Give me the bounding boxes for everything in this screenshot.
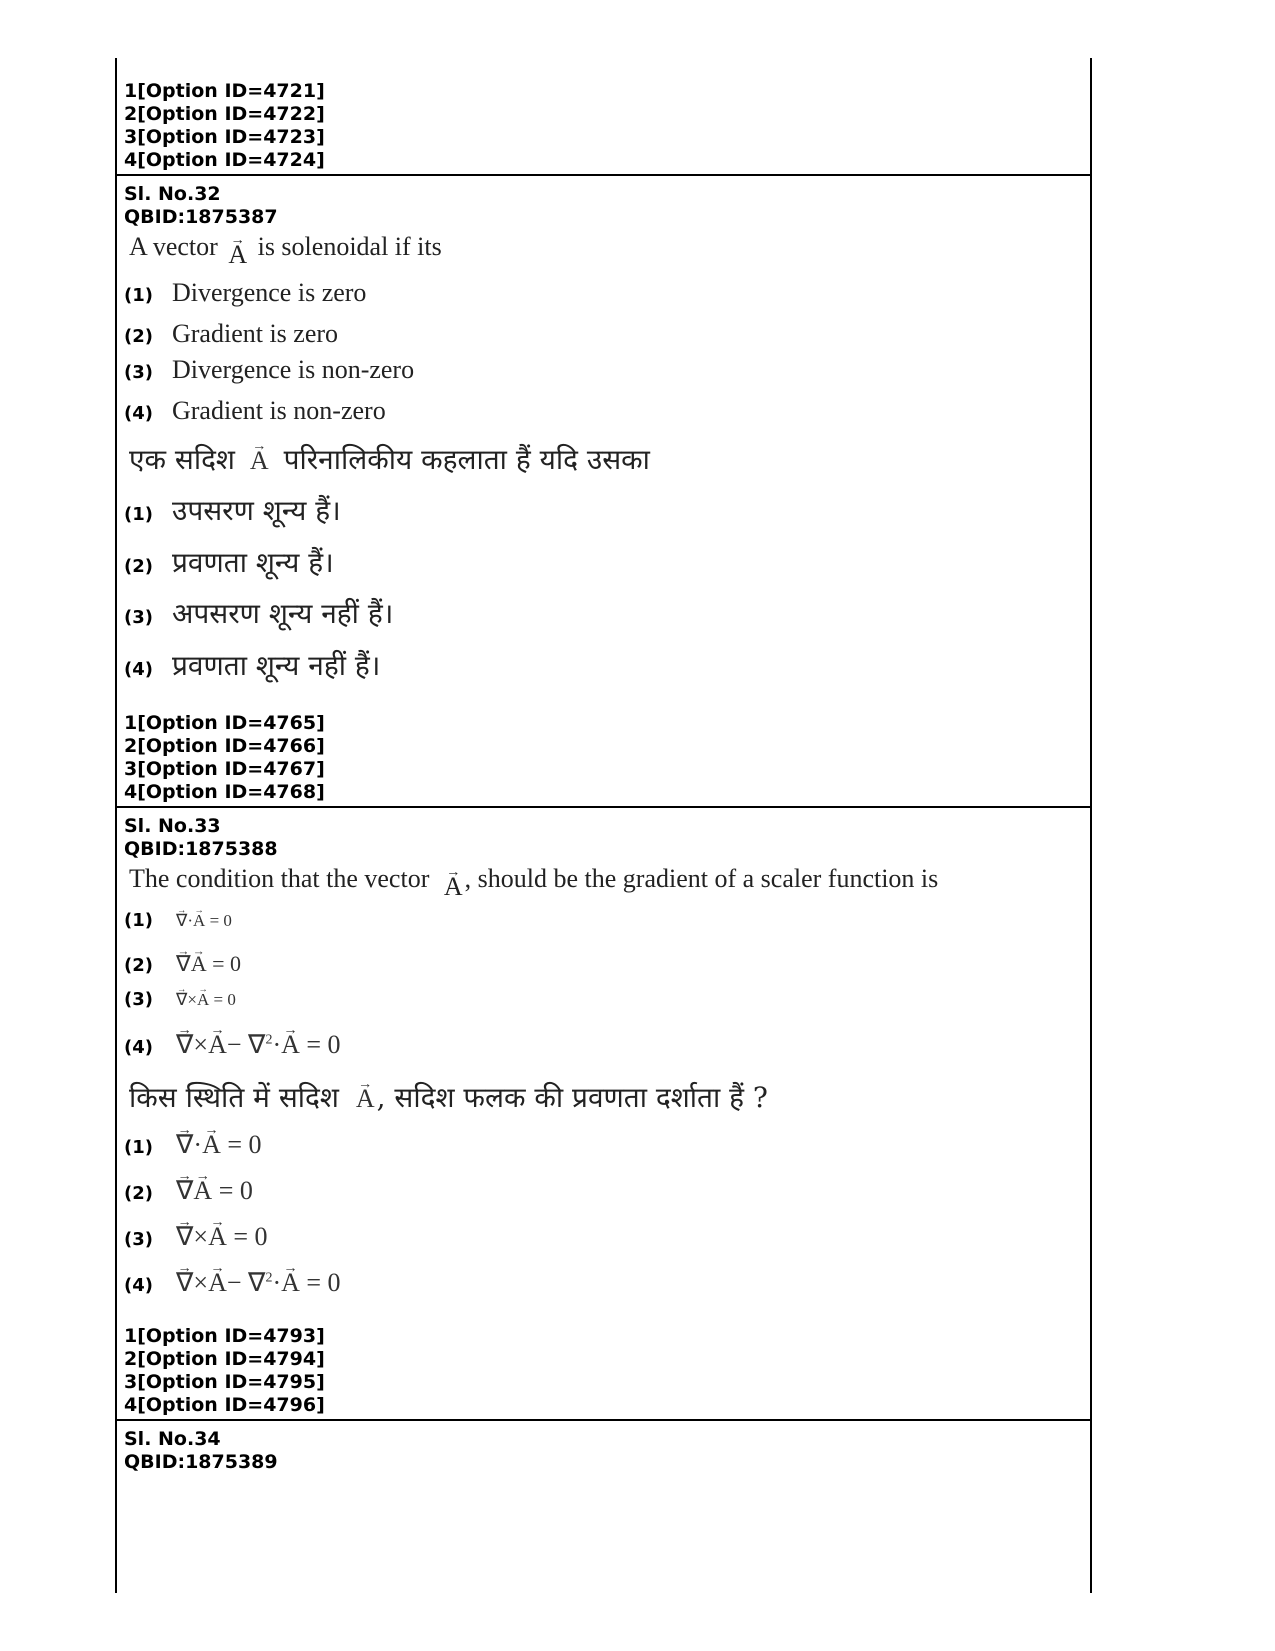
option-id: 1[Option ID=4793] [124,1325,325,1347]
vector-a: → A [208,1030,227,1060]
vector-a: → A [208,1268,227,1298]
divider [117,174,1090,176]
q32-choice-hi-1: (1) उपसरण शून्य हैं। [124,494,341,527]
option-id: 1[Option ID=4721] [124,80,325,102]
nabla-symbol: → ∇ [176,1030,193,1060]
q33-choice-en-4: (4) → ∇×→ A− ∇$^2$·→ A = 0 [124,1030,341,1060]
q32-choice-en-4: (4) Gradient is non-zero [124,396,386,425]
nabla-symbol: → ∇ [176,1222,193,1252]
vector-a: → A [250,446,269,476]
qbid: QBID:1875389 [124,1451,278,1473]
nabla-symbol: → ∇ [176,990,187,1010]
nabla-symbol: → ∇ [176,1176,193,1206]
vector-a: → A [202,1130,221,1160]
option-id: 3[Option ID=4767] [124,758,325,780]
q33-choice-hi-2: (2) → ∇→ A = 0 [124,1176,253,1206]
divider [117,806,1090,808]
q32-choice-hi-4: (4) प्रवणता शून्य नहीं हैं। [124,649,381,682]
option-id: 4[Option ID=4796] [124,1394,325,1416]
q32-option-list [124,712,325,804]
option-id: 3[Option ID=4723] [124,126,325,148]
q33-choice-hi-3: (3) → ∇×→ A = 0 [124,1222,268,1252]
q33-choice-hi-4: (4) → ∇×→ A− ∇$^2$·→ A = 0 [124,1268,341,1298]
option-id: 1[Option ID=4765] [124,712,325,734]
q32-choice-hi-2: (2) प्रवणता शून्य हैं। [124,546,334,579]
q34-header [124,1428,278,1474]
q33-choice-en-1: (1) → ∇·→ A = 0 [124,910,232,931]
nabla-symbol: → ∇ [176,951,191,977]
vector-a: → A [444,872,463,902]
vector-a: → A [193,911,205,931]
q33-choice-en-2: (2) → ∇→ A = 0 [124,951,241,977]
nabla-symbol: → ∇ [176,911,187,931]
vector-a: → A [281,1030,300,1060]
option-id: 2[Option ID=4722] [124,103,325,125]
q33-header [124,815,278,861]
q32-choice-hi-3: (3) अपसरण शून्य नहीं हैं। [124,597,394,630]
q32-header [124,183,278,229]
q32-choice-en-3: (3) Divergence is non-zero [124,355,415,384]
vector-a: → A [228,240,247,270]
vector-a: → A [193,1176,212,1206]
option-id: 4[Option ID=4768] [124,781,325,803]
qbid: QBID:1875388 [124,838,278,860]
question-sheet [115,58,1092,1593]
vector-a: → A [197,990,209,1010]
q33-choice-en-3: (3) → ∇×→ A = 0 [124,989,236,1010]
q32-choice-en-1: (1) Divergence is zero [124,278,367,307]
option-id: 3[Option ID=4795] [124,1371,325,1393]
vector-a: → A [208,1222,227,1252]
option-id: 4[Option ID=4724] [124,149,325,171]
q33-option-list [124,1325,325,1417]
q33-stem-hi: किस स्थिति में सदिश → A, सदिश फलक की प्रवणता दर्शाता हैं ? [129,1078,768,1116]
prev-option-list [124,80,325,172]
qbid: QBID:1875387 [124,206,278,228]
divider [117,1419,1090,1421]
serial-number: Sl. No.33 [124,815,221,837]
q32-stem-en: A vector → A is solenoidal if its [129,232,442,262]
q33-stem-en: The condition that the vector → A, should be the gradient of a scaler function is [129,864,938,894]
option-id: 2[Option ID=4794] [124,1348,325,1370]
serial-number: Sl. No.32 [124,183,221,205]
nabla-symbol: → ∇ [176,1268,193,1298]
vector-a: → A [356,1084,375,1114]
q33-choice-hi-1: (1) → ∇·→ A = 0 [124,1130,262,1160]
vector-a: → A [191,951,207,977]
serial-number: Sl. No.34 [124,1428,221,1450]
q32-stem-hi: एक सदिश → A परिनालिकीय कहलाता हैं यदि उसका [129,440,650,478]
vector-a: → A [281,1268,300,1298]
option-id: 2[Option ID=4766] [124,735,325,757]
nabla-symbol: → ∇ [176,1130,193,1160]
q32-choice-en-2: (2) Gradient is zero [124,319,339,348]
